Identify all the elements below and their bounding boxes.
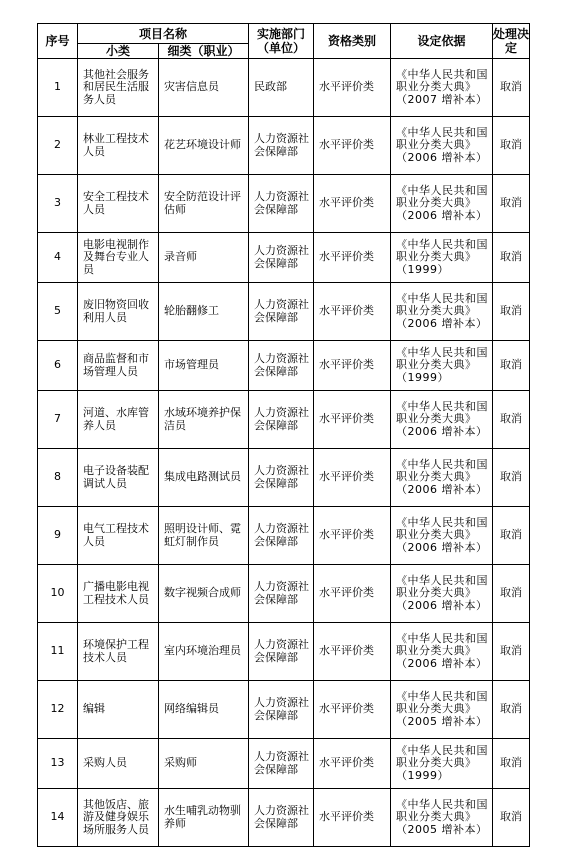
- cell-minor: 采购人员: [78, 739, 159, 789]
- cell-detail: 录音师: [159, 233, 249, 283]
- cell-dept: 人力资源社会保障部: [249, 507, 314, 565]
- cell-minor: 商品监督和市场管理人员: [78, 341, 159, 391]
- cell-seq: 11: [38, 623, 78, 681]
- cell-detail: 市场管理员: [159, 341, 249, 391]
- cell-minor: 电影电视制作及舞台专业人员: [78, 233, 159, 283]
- cell-decision: 取消: [493, 175, 530, 233]
- header-basis: 设定依据: [391, 24, 493, 59]
- cell-decision: 取消: [493, 507, 530, 565]
- cell-decision: 取消: [493, 623, 530, 681]
- cell-basis: 《中华人民共和国职业分类大典》（2006 增补本）: [391, 507, 493, 565]
- cell-type: 水平评价类: [314, 117, 391, 175]
- table-row: [38, 449, 530, 507]
- qualification-table: [37, 23, 530, 847]
- table-row: [38, 565, 530, 623]
- cell-type: 水平评价类: [314, 175, 391, 233]
- table-row: [38, 623, 530, 681]
- header-seq: 序号: [38, 24, 78, 59]
- cell-basis: 《中华人民共和国职业分类大典》（2006 增补本）: [391, 623, 493, 681]
- cell-decision: 取消: [493, 681, 530, 739]
- header-minor: 小类: [78, 44, 159, 59]
- header-detail: 细类（职业）: [159, 44, 249, 59]
- table-row: [38, 283, 530, 341]
- cell-basis: 《中华人民共和国职业分类大典》（1999）: [391, 341, 493, 391]
- cell-seq: 1: [38, 59, 78, 117]
- cell-minor: 编辑: [78, 681, 159, 739]
- cell-detail: 灾害信息员: [159, 59, 249, 117]
- cell-seq: 3: [38, 175, 78, 233]
- cell-detail: 室内环境治理员: [159, 623, 249, 681]
- table-row: [38, 789, 530, 847]
- cell-decision: 取消: [493, 565, 530, 623]
- cell-seq: 7: [38, 391, 78, 449]
- cell-basis: 《中华人民共和国职业分类大典》（2005 增补本）: [391, 789, 493, 847]
- table-row: [38, 117, 530, 175]
- cell-type: 水平评价类: [314, 391, 391, 449]
- cell-decision: 取消: [493, 283, 530, 341]
- cell-detail: 采购师: [159, 739, 249, 789]
- table-row: [38, 739, 530, 789]
- cell-basis: 《中华人民共和国职业分类大典》（1999）: [391, 233, 493, 283]
- cell-detail: 轮胎翻修工: [159, 283, 249, 341]
- cell-dept: 人力资源社会保障部: [249, 623, 314, 681]
- cell-seq: 6: [38, 341, 78, 391]
- cell-decision: 取消: [493, 117, 530, 175]
- cell-type: 水平评价类: [314, 341, 391, 391]
- cell-decision: 取消: [493, 233, 530, 283]
- cell-type: 水平评价类: [314, 59, 391, 117]
- cell-basis: 《中华人民共和国职业分类大典》（2006 增补本）: [391, 117, 493, 175]
- cell-dept: 人力资源社会保障部: [249, 739, 314, 789]
- cell-detail: 安全防范设计评估师: [159, 175, 249, 233]
- header-project: 项目名称: [78, 24, 249, 44]
- cell-type: 水平评价类: [314, 789, 391, 847]
- cell-type: 水平评价类: [314, 449, 391, 507]
- cell-type: 水平评价类: [314, 681, 391, 739]
- cell-detail: 水域环境养护保洁员: [159, 391, 249, 449]
- cell-type: 水平评价类: [314, 623, 391, 681]
- table-row: [38, 391, 530, 449]
- cell-basis: 《中华人民共和国职业分类大典》（1999）: [391, 739, 493, 789]
- cell-minor: 电子设备装配调试人员: [78, 449, 159, 507]
- cell-basis: 《中华人民共和国职业分类大典》（2006 增补本）: [391, 175, 493, 233]
- cell-minor: 电气工程技术人员: [78, 507, 159, 565]
- cell-dept: 人力资源社会保障部: [249, 117, 314, 175]
- cell-dept: 人力资源社会保障部: [249, 341, 314, 391]
- cell-basis: 《中华人民共和国职业分类大典》（2006 增补本）: [391, 391, 493, 449]
- cell-decision: 取消: [493, 449, 530, 507]
- cell-seq: 9: [38, 507, 78, 565]
- table-row: [38, 59, 530, 117]
- cell-minor: 广播电影电视工程技术人员: [78, 565, 159, 623]
- table-row: [38, 175, 530, 233]
- cell-seq: 8: [38, 449, 78, 507]
- cell-dept: 人力资源社会保障部: [249, 681, 314, 739]
- cell-detail: 花艺环境设计师: [159, 117, 249, 175]
- cell-dept: 人力资源社会保障部: [249, 449, 314, 507]
- cell-basis: 《中华人民共和国职业分类大典》（2006 增补本）: [391, 565, 493, 623]
- cell-type: 水平评价类: [314, 283, 391, 341]
- cell-minor: 废旧物资回收利用人员: [78, 283, 159, 341]
- cell-type: 水平评价类: [314, 739, 391, 789]
- cell-decision: 取消: [493, 739, 530, 789]
- table-row: [38, 233, 530, 283]
- cell-type: 水平评价类: [314, 507, 391, 565]
- table-row: [38, 507, 530, 565]
- cell-decision: 取消: [493, 391, 530, 449]
- cell-minor: 安全工程技术人员: [78, 175, 159, 233]
- cell-basis: 《中华人民共和国职业分类大典》（2006 增补本）: [391, 283, 493, 341]
- header-dept: 实施部门（单位）: [249, 24, 314, 59]
- cell-seq: 4: [38, 233, 78, 283]
- header-type: 资格类别: [314, 24, 391, 59]
- cell-detail: 网络编辑员: [159, 681, 249, 739]
- cell-minor: 其他饭店、旅游及健身娱乐场所服务人员: [78, 789, 159, 847]
- cell-detail: 水生哺乳动物驯养师: [159, 789, 249, 847]
- table-row: [38, 341, 530, 391]
- cell-seq: 10: [38, 565, 78, 623]
- cell-decision: 取消: [493, 59, 530, 117]
- cell-dept: 人力资源社会保障部: [249, 789, 314, 847]
- cell-dept: 民政部: [249, 59, 314, 117]
- cell-minor: 林业工程技术人员: [78, 117, 159, 175]
- cell-type: 水平评价类: [314, 233, 391, 283]
- cell-decision: 取消: [493, 789, 530, 847]
- cell-basis: 《中华人民共和国职业分类大典》（2006 增补本）: [391, 449, 493, 507]
- cell-basis: 《中华人民共和国职业分类大典》（2005 增补本）: [391, 681, 493, 739]
- cell-detail: 数字视频合成师: [159, 565, 249, 623]
- cell-seq: 12: [38, 681, 78, 739]
- cell-dept: 人力资源社会保障部: [249, 565, 314, 623]
- cell-minor: 其他社会服务和居民生活服务人员: [78, 59, 159, 117]
- cell-seq: 13: [38, 739, 78, 789]
- cell-dept: 人力资源社会保障部: [249, 175, 314, 233]
- table-row: [38, 681, 530, 739]
- cell-minor: 环境保护工程技术人员: [78, 623, 159, 681]
- cell-seq: 2: [38, 117, 78, 175]
- cell-seq: 14: [38, 789, 78, 847]
- cell-seq: 5: [38, 283, 78, 341]
- cell-detail: 集成电路测试员: [159, 449, 249, 507]
- cell-dept: 人力资源社会保障部: [249, 283, 314, 341]
- header-decision: 处理决定: [493, 24, 530, 59]
- cell-decision: 取消: [493, 341, 530, 391]
- cell-dept: 人力资源社会保障部: [249, 391, 314, 449]
- cell-minor: 河道、水库管养人员: [78, 391, 159, 449]
- cell-detail: 照明设计师、霓虹灯制作员: [159, 507, 249, 565]
- cell-dept: 人力资源社会保障部: [249, 233, 314, 283]
- cell-type: 水平评价类: [314, 565, 391, 623]
- cell-basis: 《中华人民共和国职业分类大典》（2007 增补本）: [391, 59, 493, 117]
